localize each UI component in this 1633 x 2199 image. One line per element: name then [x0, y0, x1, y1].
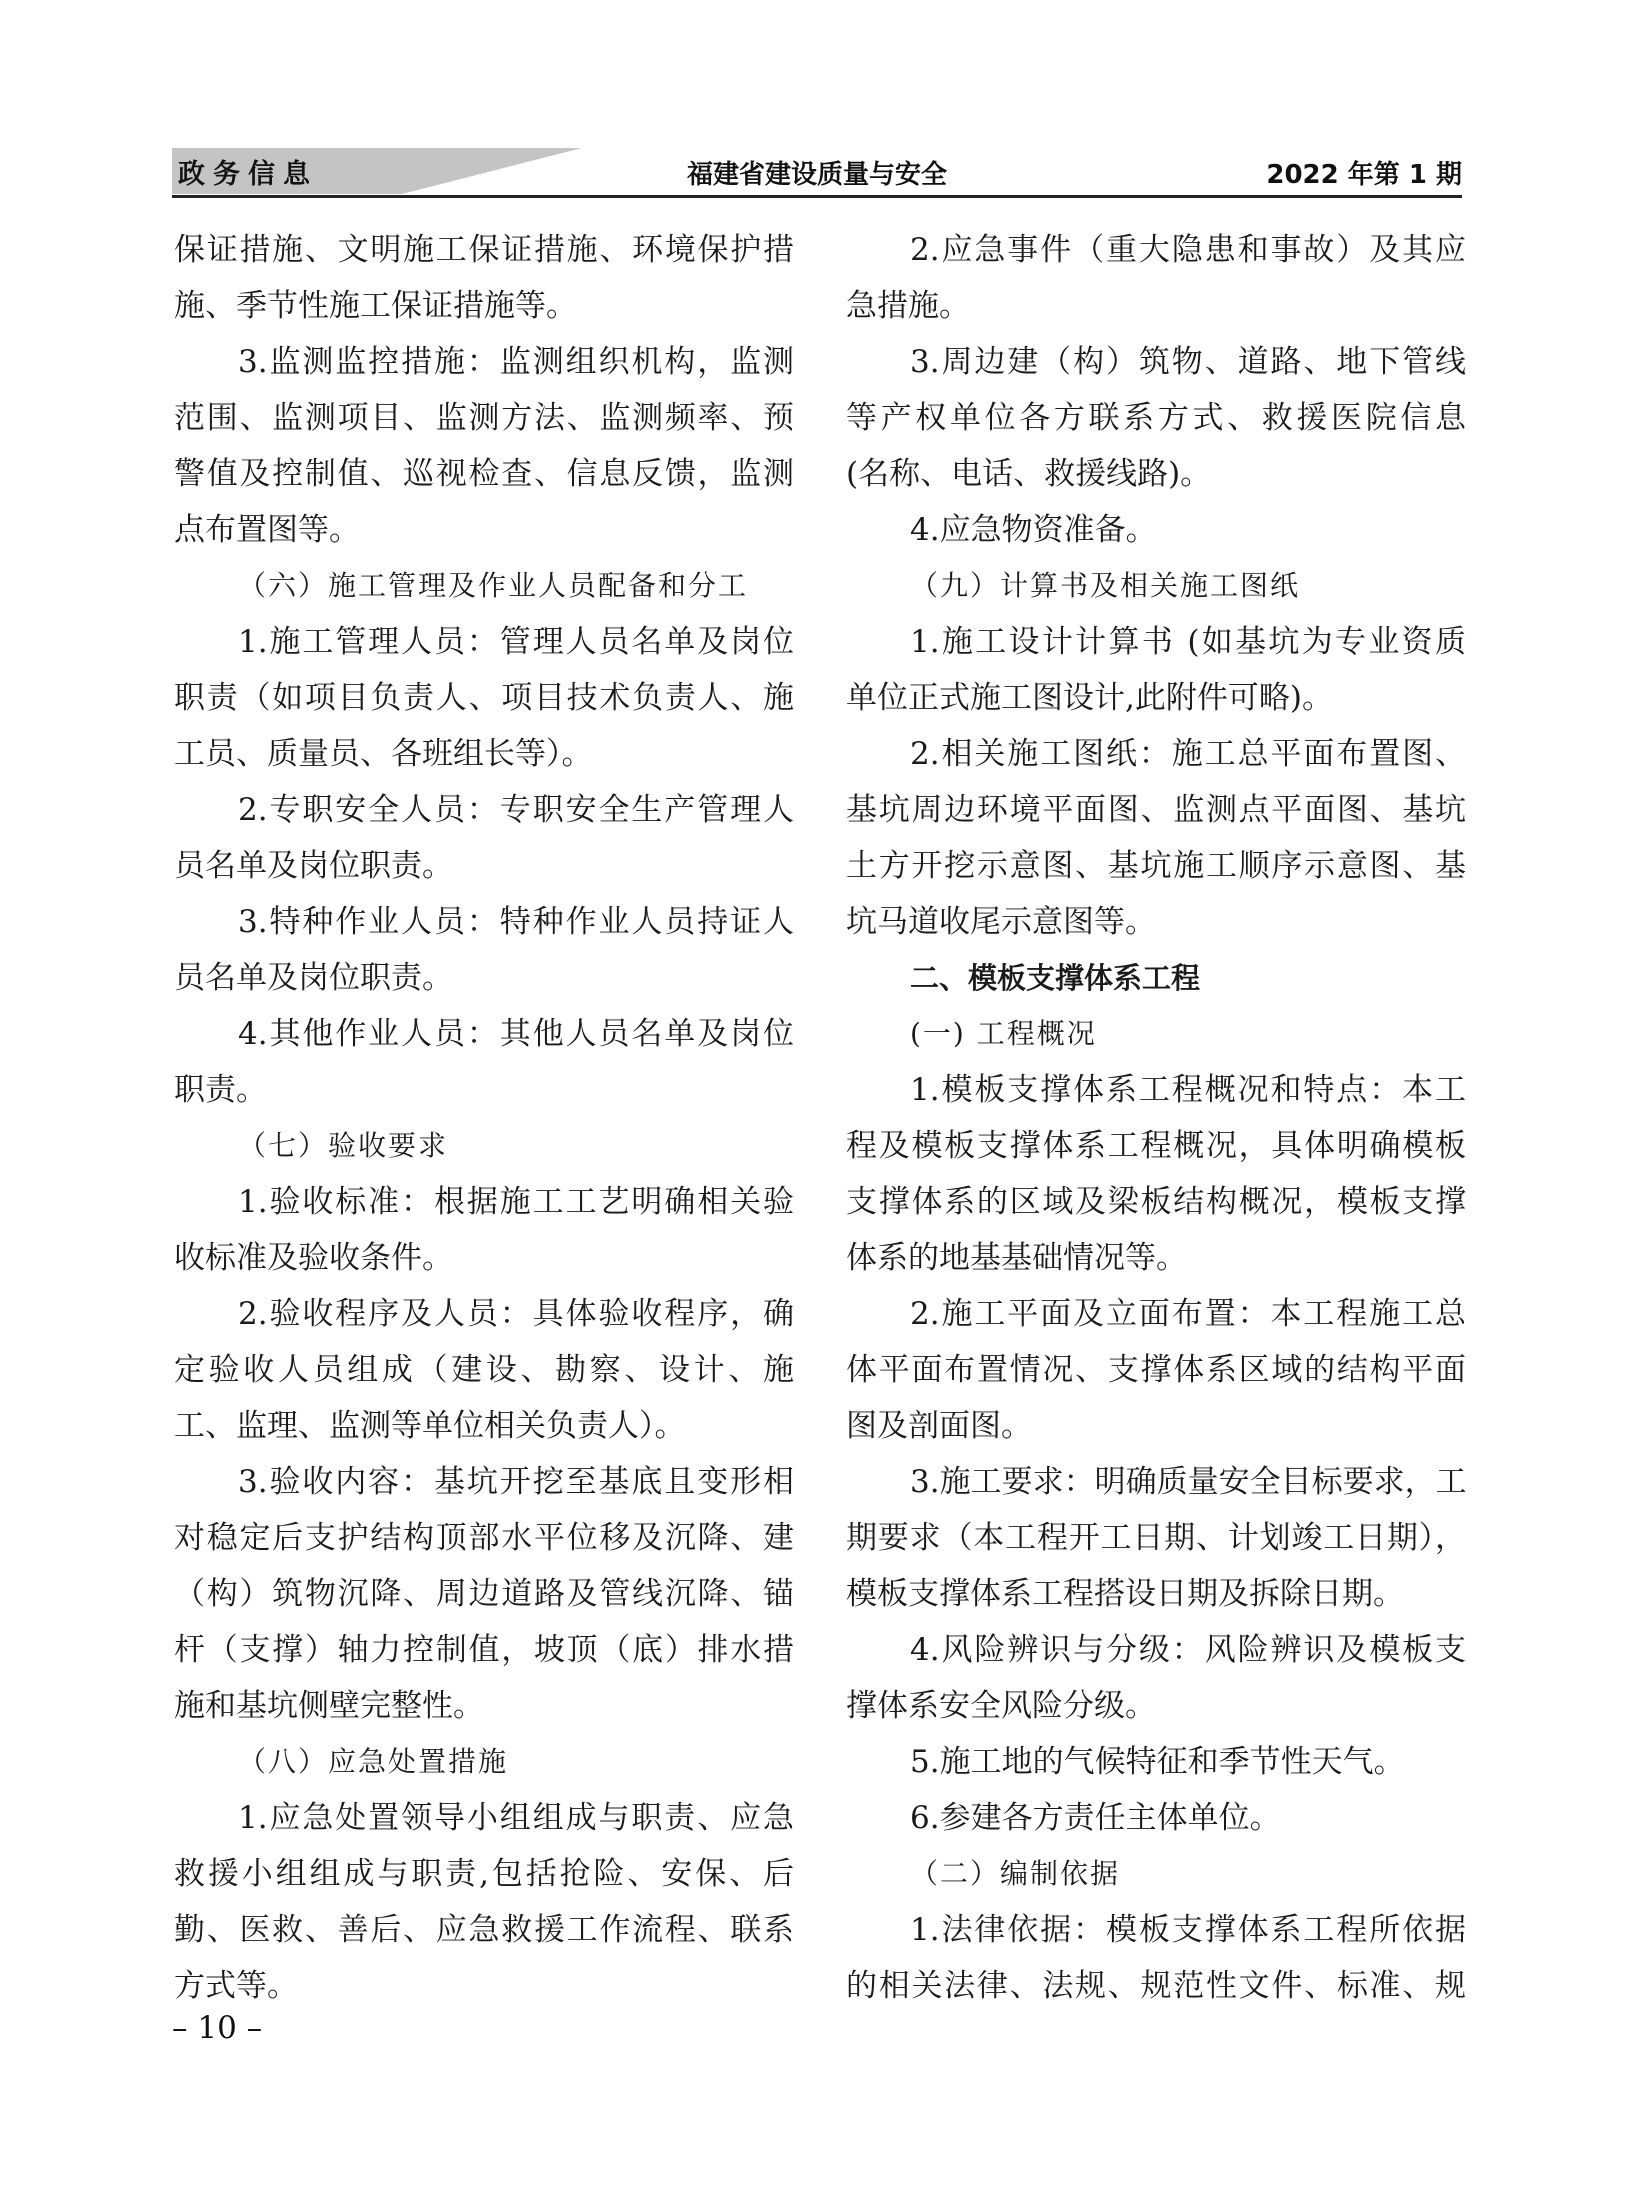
text-line: 4.风险辨识与分级：风险辨识及模板支	[910, 1632, 1466, 1668]
text-line: 1.模板支撑体系工程概况和特点：本工	[910, 1072, 1466, 1108]
text-line: 3.施工要求：明确质量安全目标要求，工	[910, 1464, 1467, 1500]
text-line: 范围、监测项目、监测方法、监测频率、预	[174, 400, 794, 436]
text-line: 急措施。	[846, 288, 970, 324]
text-line: 4.其他作业人员：其他人员名单及岗位	[238, 1016, 794, 1052]
text-line: 2.施工平面及立面布置：本工程施工总	[910, 1296, 1466, 1332]
text-line: (名称、电话、救援线路)。	[846, 456, 1212, 492]
text-line: 3.监测监控措施：监测组织机构，监测	[238, 344, 794, 380]
text-line: 职责。	[174, 1072, 267, 1108]
text-line: (一) 工程概况	[910, 1017, 1097, 1050]
text-line: 员名单及岗位职责。	[174, 848, 453, 884]
text-line: 1.应急处置领导小组组成与职责、应急	[238, 1800, 794, 1836]
text-line: 4.应急物资准备。	[910, 512, 1157, 548]
text-line: 单位正式施工图设计,此附件可略)。	[846, 680, 1333, 716]
text-line: 保证措施、文明施工保证措施、环境保护措	[174, 232, 794, 268]
text-line: 救援小组组成与职责,包括抢险、安保、后	[174, 1856, 794, 1892]
header-rule	[172, 195, 1462, 198]
text-line: 5.施工地的气候特征和季节性天气。	[910, 1744, 1405, 1780]
text-line: 点布置图等。	[174, 512, 360, 548]
text-line: （八）应急处置措施	[238, 1745, 509, 1778]
text-line: 2.验收程序及人员：具体验收程序，确	[238, 1296, 794, 1332]
text-line: 坑马道收尾示意图等。	[846, 904, 1156, 940]
text-line: 对稳定后支护结构顶部水平位移及沉降、建	[174, 1520, 794, 1556]
journal-title: 福建省建设质量与安全	[686, 160, 947, 190]
text-line: 的相关法律、法规、规范性文件、标准、规	[846, 1968, 1466, 2004]
left-column	[174, 222, 794, 2014]
issue-label: 2022 年第 1 期	[1266, 160, 1462, 190]
text-line: （九）计算书及相关施工图纸	[910, 569, 1301, 602]
text-line: 二、模板支撑体系工程	[910, 961, 1201, 995]
page-number: – 10 –	[172, 2010, 263, 2046]
text-line: （六）施工管理及作业人员配备和分工	[238, 569, 749, 602]
text-line: 撑体系安全风险分级。	[846, 1688, 1156, 1724]
text-line: 程及模板支撑体系工程概况，具体明确模板	[846, 1128, 1466, 1164]
text-line: 员名单及岗位职责。	[174, 960, 453, 996]
text-line: 等产权单位各方联系方式、救援医院信息	[846, 400, 1466, 436]
text-line: 2.专职安全人员：专职安全生产管理人	[238, 792, 794, 828]
text-line: 3.特种作业人员：特种作业人员持证人	[238, 904, 794, 940]
text-line: 定验收人员组成（建设、勘察、设计、施	[174, 1352, 794, 1388]
text-line: 1.验收标准：根据施工工艺明确相关验	[238, 1184, 794, 1220]
text-line: 模板支撑体系工程搭设日期及拆除日期。	[846, 1576, 1404, 1612]
text-line: （七）验收要求	[238, 1129, 449, 1162]
section-label: 政务信息	[178, 159, 318, 190]
text-line: 6.参建各方责任主体单位。	[910, 1800, 1281, 1836]
text-line: （二）编制依据	[910, 1857, 1121, 1890]
text-line: 基坑周边环境平面图、监测点平面图、基坑	[846, 792, 1466, 828]
text-line: 3.周边建（构）筑物、道路、地下管线	[910, 344, 1466, 380]
text-line: （构）筑物沉降、周边道路及管线沉降、锚	[174, 1576, 794, 1612]
text-line: 2.应急事件（重大隐患和事故）及其应	[910, 232, 1466, 268]
text-line: 方式等。	[174, 1968, 298, 2004]
text-line: 期要求（本工程开工日期、计划竣工日期），	[846, 1520, 1466, 1556]
right-column	[846, 222, 1466, 2014]
text-line: 1.法律依据：模板支撑体系工程所依据	[910, 1912, 1466, 1948]
text-line: 工、监理、监测等单位相关负责人）。	[174, 1408, 686, 1444]
text-line: 1.施工管理人员：管理人员名单及岗位	[238, 624, 794, 660]
text-line: 1.施工设计计算书 (如基坑为专业资质	[910, 624, 1466, 660]
text-line: 体系的地基基础情况等。	[846, 1240, 1187, 1276]
text-line: 职责（如项目负责人、项目技术负责人、施	[174, 680, 794, 716]
text-line: 施、季节性施工保证措施等。	[174, 288, 577, 324]
text-line: 杆（支撑）轴力控制值，坡顶（底）排水措	[174, 1632, 794, 1668]
text-line: 2.相关施工图纸：施工总平面布置图、	[910, 736, 1466, 772]
text-line: 工员、质量员、各班组长等）。	[174, 736, 593, 772]
text-line: 土方开挖示意图、基坑施工顺序示意图、基	[846, 848, 1466, 884]
text-line: 警值及控制值、巡视检查、信息反馈，监测	[174, 456, 794, 492]
text-line: 施和基坑侧壁完整性。	[174, 1688, 484, 1724]
text-line: 3.验收内容：基坑开挖至基底且变形相	[238, 1464, 794, 1500]
text-line: 图及剖面图。	[846, 1408, 1032, 1444]
text-line: 体平面布置情况、支撑体系区域的结构平面	[846, 1352, 1466, 1388]
text-line: 勤、医救、善后、应急救援工作流程、联系	[174, 1912, 794, 1948]
text-line: 收标准及验收条件。	[174, 1240, 453, 1276]
page-header	[172, 148, 1462, 198]
text-line: 支撑体系的区域及梁板结构概况，模板支撑	[846, 1184, 1466, 1220]
